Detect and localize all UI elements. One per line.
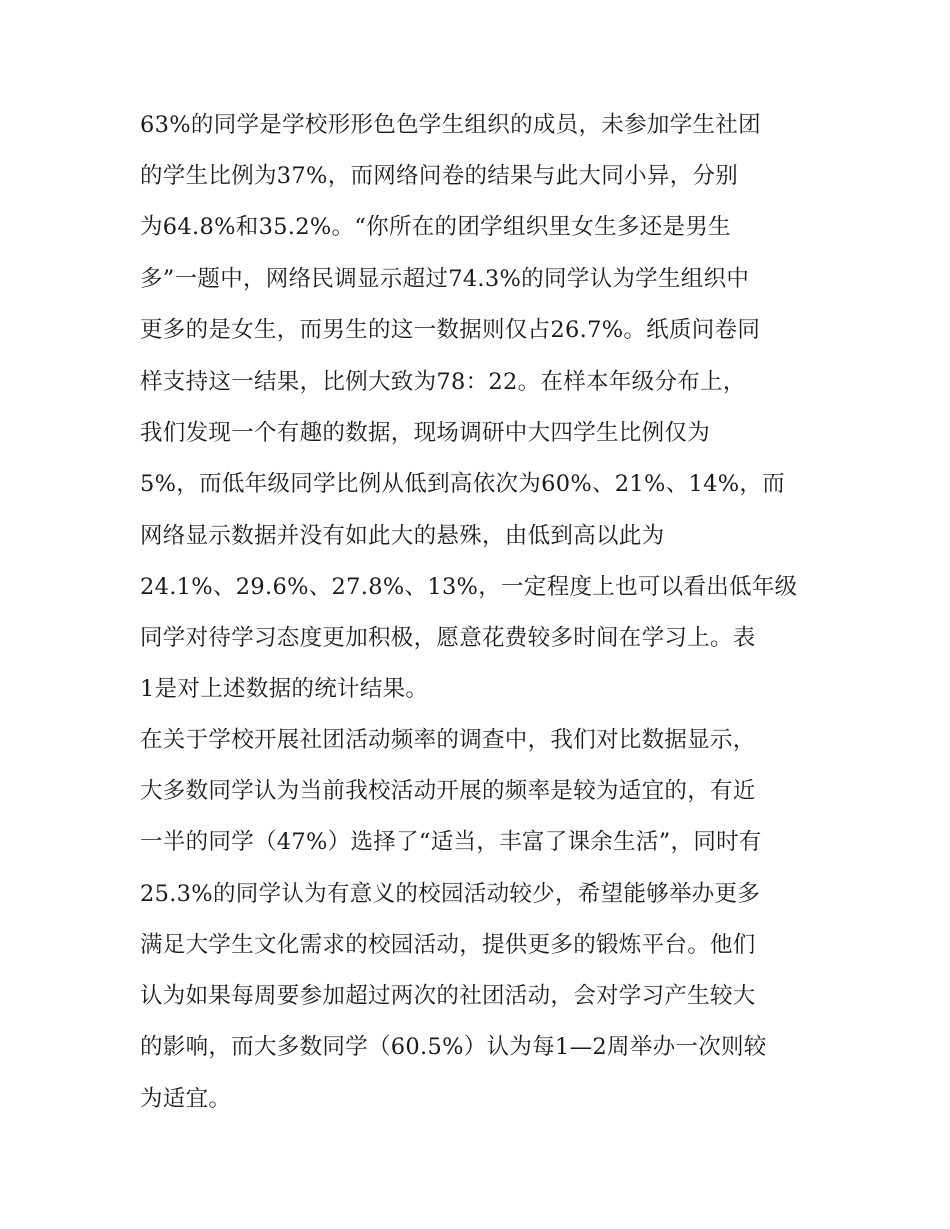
text-line: 网络显示数据并没有如此大的悬殊，由低到高以此为 bbox=[140, 523, 665, 549]
text-line: 的学生比例为37%，而网络问卷的结果与此大同小异，分别 bbox=[140, 163, 739, 189]
text-line: 满足大学生文化需求的校园活动，提供更多的锻炼平台。他们 bbox=[140, 932, 756, 958]
text-line: 多”一题中，网络民调显示超过74.3%的同学认为学生组织中 bbox=[140, 266, 750, 292]
text-line: 大多数同学认为当前我校活动开展的频率是较为适宜的，有近 bbox=[140, 778, 756, 804]
text-line: 为适宜。 bbox=[140, 1086, 232, 1112]
text-line: 更多的是女生，而男生的这一数据则仅占26.7%。纸质问卷同 bbox=[140, 317, 761, 343]
text-line: 一半的同学（47%）选择了“适当，丰富了课余生活”，同时有 bbox=[140, 829, 762, 855]
text-line: 24.1%、29.6%、27.8%、13%，一定程度上也可以看出低年级 bbox=[140, 574, 798, 600]
text-line: 1是对上述数据的统计结果。 bbox=[140, 676, 429, 702]
text-line: 5%，而低年级同学比例从低到高依次为60%、21%、14%，而 bbox=[140, 471, 786, 497]
text-line: 为64.8%和35.2%。“你所在的团学组织里女生多还是男生 bbox=[140, 214, 731, 240]
text-line: 认为如果每周要参加超过两次的社团活动，会对学习产生较大 bbox=[140, 983, 756, 1009]
text-line: 在关于学校开展社团活动频率的调查中，我们对比数据显示， bbox=[140, 727, 756, 753]
text-line: 25.3%的同学认为有意义的校园活动较少，希望能够举办更多 bbox=[140, 881, 761, 907]
text-line: 样支持这一结果，比例大致为78：22。在样本年级分布上， bbox=[140, 369, 746, 395]
text-line: 我们发现一个有趣的数据，现场调研中大四学生比例仅为 bbox=[140, 420, 711, 446]
text-line: 63%的同学是学校形形色色学生组织的成员，未参加学生社团 bbox=[140, 112, 761, 138]
text-line: 同学对待学习态度更加积极，愿意花费较多时间在学习上。表 bbox=[140, 625, 756, 651]
text-line: 的影响，而大多数同学（60.5%）认为每1—2周举办一次则较 bbox=[140, 1034, 767, 1060]
